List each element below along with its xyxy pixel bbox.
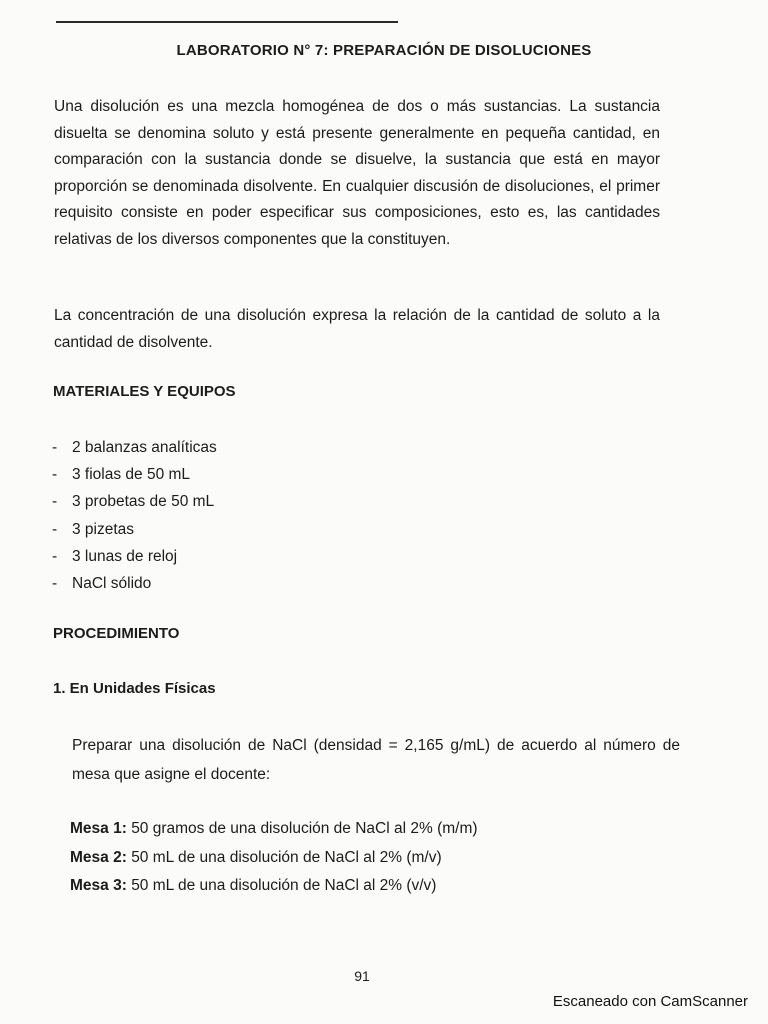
scanner-watermark: Escaneado con CamScanner xyxy=(552,993,748,1010)
material-item-text: 3 lunas de reloj xyxy=(72,547,178,565)
mesa-text: 50 mL de una disolución de NaCl al 2% (v/v) xyxy=(131,877,437,894)
material-item-text: 3 probetas de 50 mL xyxy=(72,493,215,511)
mesa-text: 50 gramos de una disolución de NaCl al 2% (m/m) xyxy=(131,820,478,837)
mesa-label: Mesa 3: xyxy=(70,877,127,894)
material-item-text: 2 balanzas analíticas xyxy=(72,439,217,456)
procedure-instruction: Preparar una disolución de NaCl (densidad = 2,165 g/mL) de acuerdo al número de mesa que asigne el docente: xyxy=(72,737,680,783)
list-item xyxy=(52,434,217,461)
mesa-label: Mesa 2: xyxy=(70,848,127,866)
bullet-dash: - xyxy=(52,520,58,538)
mesa-list xyxy=(70,815,478,901)
mesa-label: Mesa 1: xyxy=(70,820,127,837)
materials-heading: MATERIALES Y EQUIPOS xyxy=(53,383,236,400)
list-item xyxy=(70,844,478,873)
list-item xyxy=(52,488,217,515)
bullet-dash: - xyxy=(52,493,58,511)
bullet-dash: - xyxy=(52,547,58,565)
materials-list xyxy=(52,434,217,597)
material-item-text: 3 fiolas de 50 mL xyxy=(72,466,191,484)
top-rule-divider xyxy=(56,21,398,23)
procedure-heading: PROCEDIMIENTO xyxy=(53,625,180,642)
page-title: LABORATORIO N° 7: PREPARACIÓN DE DISOLUCIONES xyxy=(176,42,592,59)
bullet-dash: - xyxy=(52,466,58,484)
list-item xyxy=(70,815,478,844)
page-number: 91 xyxy=(354,968,370,984)
concentration-paragraph: La concentración de una disolución expresa la relación de la cantidad de soluto a la cantidad de disolvente. xyxy=(54,307,660,351)
list-item xyxy=(70,872,478,901)
bullet-dash: - xyxy=(52,439,58,456)
material-item-text: NaCl sólido xyxy=(72,574,152,592)
mesa-text: 50 mL de una disolución de NaCl al 2% (m/v) xyxy=(131,848,442,866)
bullet-dash: - xyxy=(52,574,58,592)
list-item xyxy=(52,461,217,488)
procedure-subheading: 1. En Unidades Físicas xyxy=(53,680,216,697)
list-item xyxy=(52,543,217,570)
list-item xyxy=(52,570,217,597)
intro-paragraph: Una disolución es una mezcla homogénea de dos o más sustancias. La sustancia disuelta se denomina soluto y está presente generalmente en pequeña cantidad, en comparación con la sustancia donde se disuelve, la sustancia que está en mayor proporción se denominada disolvente. En cualquier discusión de disoluciones, el primer requisito consiste en poder especificar sus composiciones, esto es, las cantidades relativas de los diversos componentes que la constituyen. xyxy=(54,98,660,248)
material-item-text: 3 pizetas xyxy=(72,520,135,538)
list-item xyxy=(52,516,217,543)
